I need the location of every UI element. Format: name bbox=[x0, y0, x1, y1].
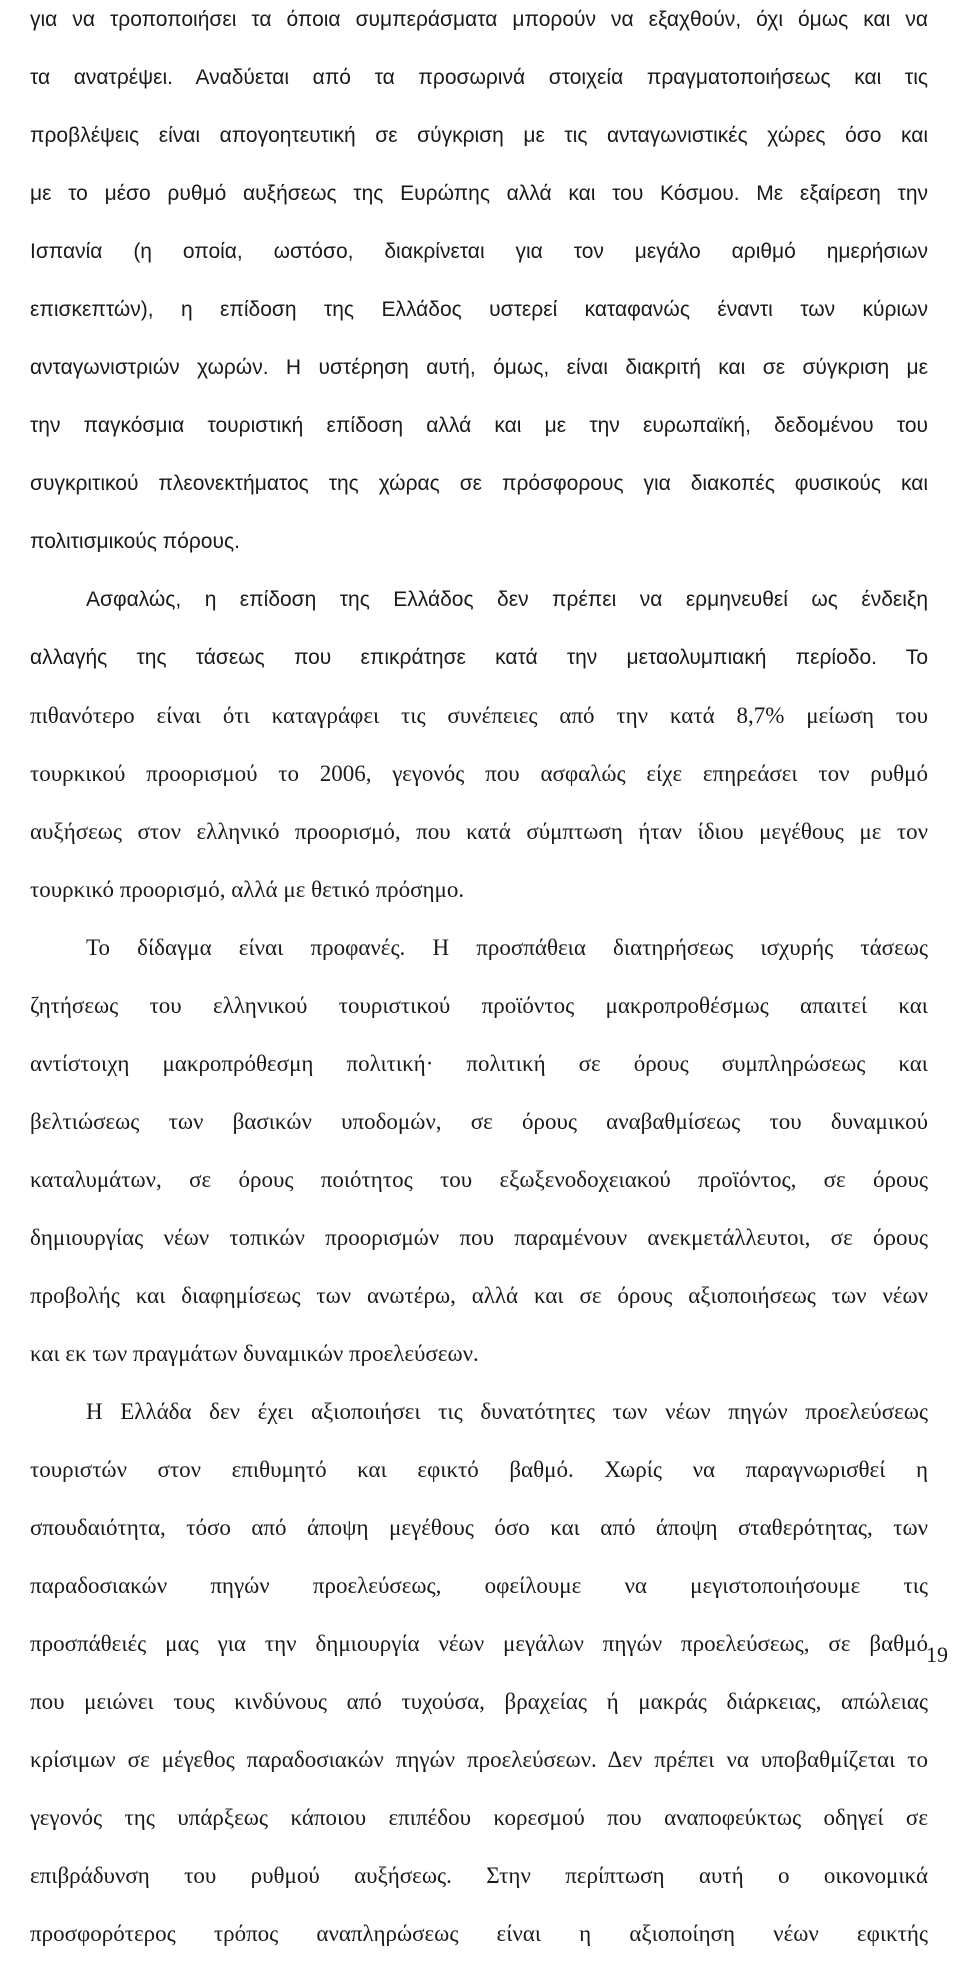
text-line: τουρκικό προορισμό, αλλά με θετικό πρόσημο. bbox=[30, 877, 465, 902]
text-line: Το δίδαγμα είναι προφανές. Η προσπάθεια διατηρήσεως ισχυρής τάσεως bbox=[86, 935, 928, 960]
text-line: Η Ελλάδα δεν έχει αξιοποιήσει τις δυνατότητες των νέων πηγών προελεύσεως bbox=[86, 1399, 928, 1424]
text-line: με το μέσο ρυθμό αυξήσεως της Ευρώπης αλλά και του Κόσμου. Με εξαίρεση την bbox=[30, 182, 928, 205]
text-line: βελτιώσεως των βασικών υποδομών, σε όρους αναβαθμίσεως του δυναμικού bbox=[30, 1109, 928, 1134]
text-line: πιθανότερο είναι ότι καταγράφει τις συνέπειες από την κατά 8,7% μείωση του bbox=[30, 703, 928, 728]
text-line: αντίστοιχη μακροπρόθεσμη πολιτική· πολιτική σε όρους συμπληρώσεως και bbox=[30, 1051, 928, 1076]
text-line: προβλέψεις είναι απογοητευτική σε σύγκριση με τις ανταγωνιστικές χώρες όσο και bbox=[30, 124, 928, 147]
text-line: τα ανατρέψει. Αναδύεται από τα προσωρινά στοιχεία πραγματοποιήσεως και τις bbox=[30, 66, 928, 89]
text-line: δημιουργίας νέων τοπικών προορισμών που παραμένουν ανεκμετάλλευτοι, σε όρους bbox=[30, 1225, 928, 1250]
text-line: σπουδαιότητα, τόσο από άποψη μεγέθους όσο και από άποψη σταθερότητας, των bbox=[30, 1515, 928, 1540]
text-line: τουριστών στον επιθυμητό και εφικτό βαθμό. Χωρίς να παραγνωρισθεί η bbox=[30, 1457, 928, 1482]
text-line: για να τροποποιήσει τα όποια συμπεράσματα μπορούν να εξαχθούν, όχι όμως και να bbox=[30, 8, 928, 31]
text-line: αυξήσεως στον ελληνικό προορισμό, που κατά σύμπτωση ήταν ίδιου μεγέθους με τον bbox=[30, 819, 928, 844]
text-line: πολιτισμικούς πόρους. bbox=[30, 530, 240, 553]
text-line: που μειώνει τους κινδύνους από τυχούσα, βραχείας ή μακράς διάρκειας, απώλειας bbox=[30, 1689, 928, 1714]
text-line: τουρκικού προορισμού το 2006, γεγονός που ασφαλώς είχε επηρεάσει τον ρυθμό bbox=[30, 761, 928, 786]
text-line: και εκ των πραγμάτων δυναμικών προελεύσεων. bbox=[30, 1341, 479, 1366]
text-line: Ασφαλώς, η επίδοση της Ελλάδος δεν πρέπει να ερμηνευθεί ως ένδειξη bbox=[86, 588, 928, 611]
text-line: την παγκόσμια τουριστική επίδοση αλλά και με την ευρωπαϊκή, δεδομένου του bbox=[30, 414, 928, 437]
text-line: ανταγωνιστριών χωρών. Η υστέρηση αυτή, όμως, είναι διακριτή και σε σύγκριση με bbox=[30, 356, 928, 379]
text-line: προσφορότερος τρόπος αναπληρώσεως είναι η αξιοποίηση νέων εφικτής bbox=[30, 1921, 928, 1946]
text-line: καταλυμάτων, σε όρους ποιότητος του εξωξενοδοχειακού προϊόντος, σε όρους bbox=[30, 1167, 928, 1192]
text-line: ζητήσεως του ελληνικού τουριστικού προϊόντος μακροπροθέσμως απαιτεί και bbox=[30, 993, 928, 1018]
text-line: επιβράδυνση του ρυθμού αυξήσεως. Στην περίπτωση αυτή ο οικονομικά bbox=[30, 1863, 928, 1888]
text-line: επισκεπτών), η επίδοση της Ελλάδος υστερεί καταφανώς έναντι των κύριων bbox=[30, 298, 928, 321]
text-line: προσπάθειές μας για την δημιουργία νέων μεγάλων πηγών προελεύσεως, σε βαθμό bbox=[30, 1631, 928, 1656]
text-line: προβολής και διαφημίσεως των ανωτέρω, αλλά και σε όρους αξιοποιήσεως των νέων bbox=[30, 1283, 928, 1308]
text-line: συγκριτικού πλεονεκτήματος της χώρας σε πρόσφορους για διακοπές φυσικούς και bbox=[30, 472, 928, 495]
text-line: γεγονός της υπάρξεως κάποιου επιπέδου κορεσμού που αναποφεύκτως οδηγεί σε bbox=[30, 1805, 928, 1830]
text-line: αλλαγής της τάσεως που επικράτησε κατά την μεταολυμπιακή περίοδο. Το bbox=[30, 646, 928, 669]
text-line: κρίσιμων σε μέγεθος παραδοσιακών πηγών προελεύσεων. Δεν πρέπει να υποβαθμίζεται το bbox=[30, 1747, 928, 1772]
text-line: Ισπανία (η οποία, ωστόσο, διακρίνεται για τον μεγάλο αριθμό ημερήσιων bbox=[30, 240, 928, 263]
page-number: 19 bbox=[926, 1642, 948, 1667]
text-line: παραδοσιακών πηγών προελεύσεως, οφείλουμε να μεγιστοποιήσουμε τις bbox=[30, 1573, 928, 1598]
